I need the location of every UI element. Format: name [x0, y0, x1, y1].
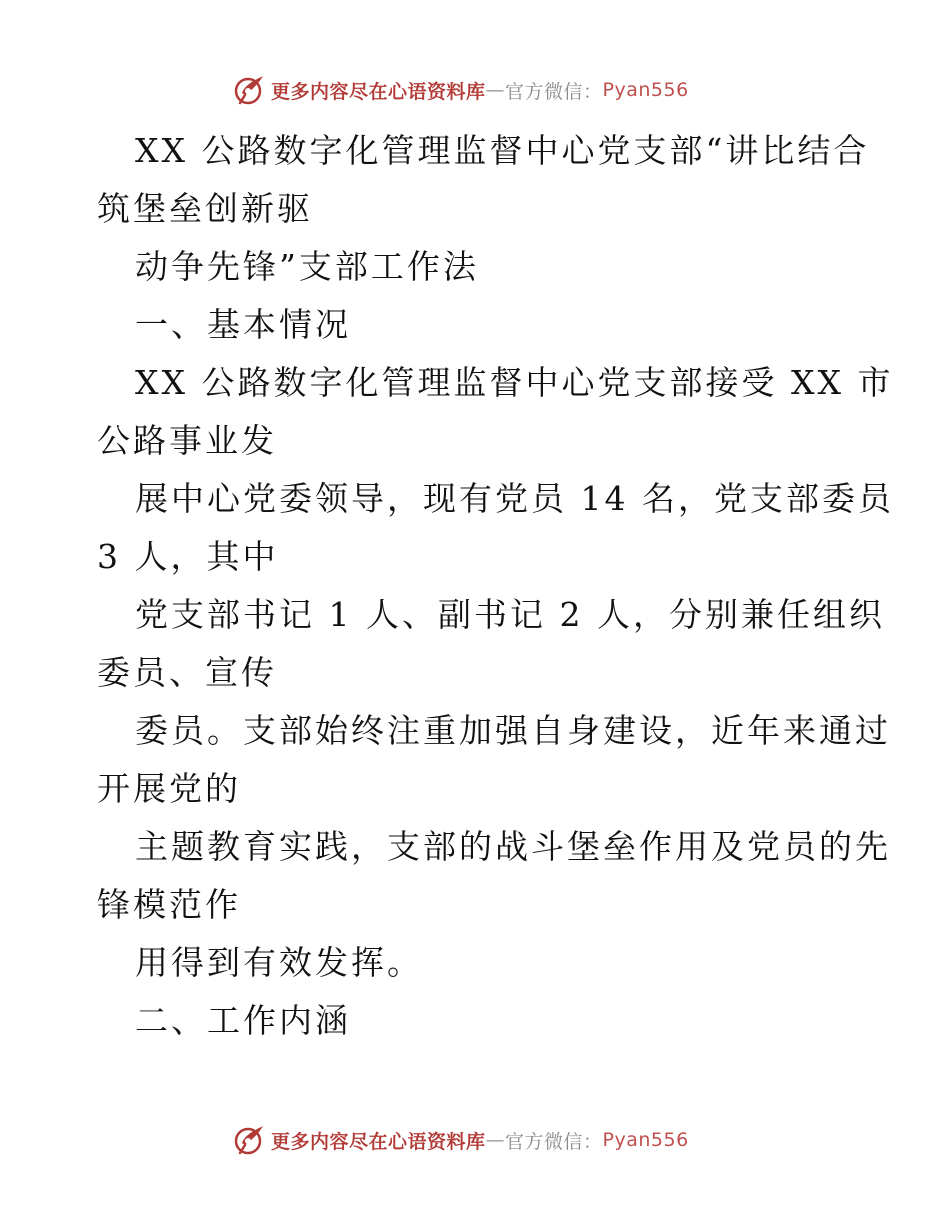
text-line: 锋模范作 [97, 885, 241, 924]
text-line: 二、工作内涵 [135, 1001, 351, 1040]
text-line: 展中心党委领导，现有党员 14 名，党支部委员 [135, 479, 894, 518]
watermark-dash: — [485, 1129, 506, 1151]
watermark-brand: 更多内容尽在心语资料库 [271, 1130, 486, 1153]
text-line: 委员。支部始终注重加强自身建设，近年来通过 [135, 711, 891, 750]
quill-logo-icon [233, 73, 267, 107]
text-line: 用得到有效发挥。 [135, 943, 423, 982]
text-line: 主题教育实践，支部的战斗堡垒作用及党员的先 [135, 827, 891, 866]
watermark-wechat-id: Pyan556 [602, 79, 689, 101]
watermark-official-label: 官方微信： [505, 1130, 603, 1153]
quill-logo-icon [233, 1123, 267, 1157]
text-line: 党支部书记 1 人、副书记 2 人，分别兼任组织 [135, 595, 885, 634]
watermark-wechat-id: Pyan556 [602, 1129, 689, 1151]
text-line: 3 人，其中 [97, 537, 279, 576]
text-line: XX 公路数字化管理监督中心党支部接受 XX 市 [135, 363, 894, 402]
watermark-dash: — [485, 79, 506, 101]
footer-watermark [233, 1122, 689, 1158]
text-line: XX 公路数字化管理监督中心党支部“讲比结合 [135, 131, 870, 170]
header-watermark [233, 72, 689, 108]
document-body [97, 122, 894, 1050]
text-line: 委员、宣传 [97, 653, 277, 692]
text-line: 一、基本情况 [135, 305, 351, 344]
text-line: 筑堡垒创新驱 [97, 189, 313, 228]
watermark-brand: 更多内容尽在心语资料库 [271, 80, 486, 103]
text-line: 动争先锋”支部工作法 [135, 247, 479, 286]
text-line: 公路事业发 [97, 421, 277, 460]
watermark-official-label: 官方微信： [505, 80, 603, 103]
text-line: 开展党的 [97, 769, 241, 808]
